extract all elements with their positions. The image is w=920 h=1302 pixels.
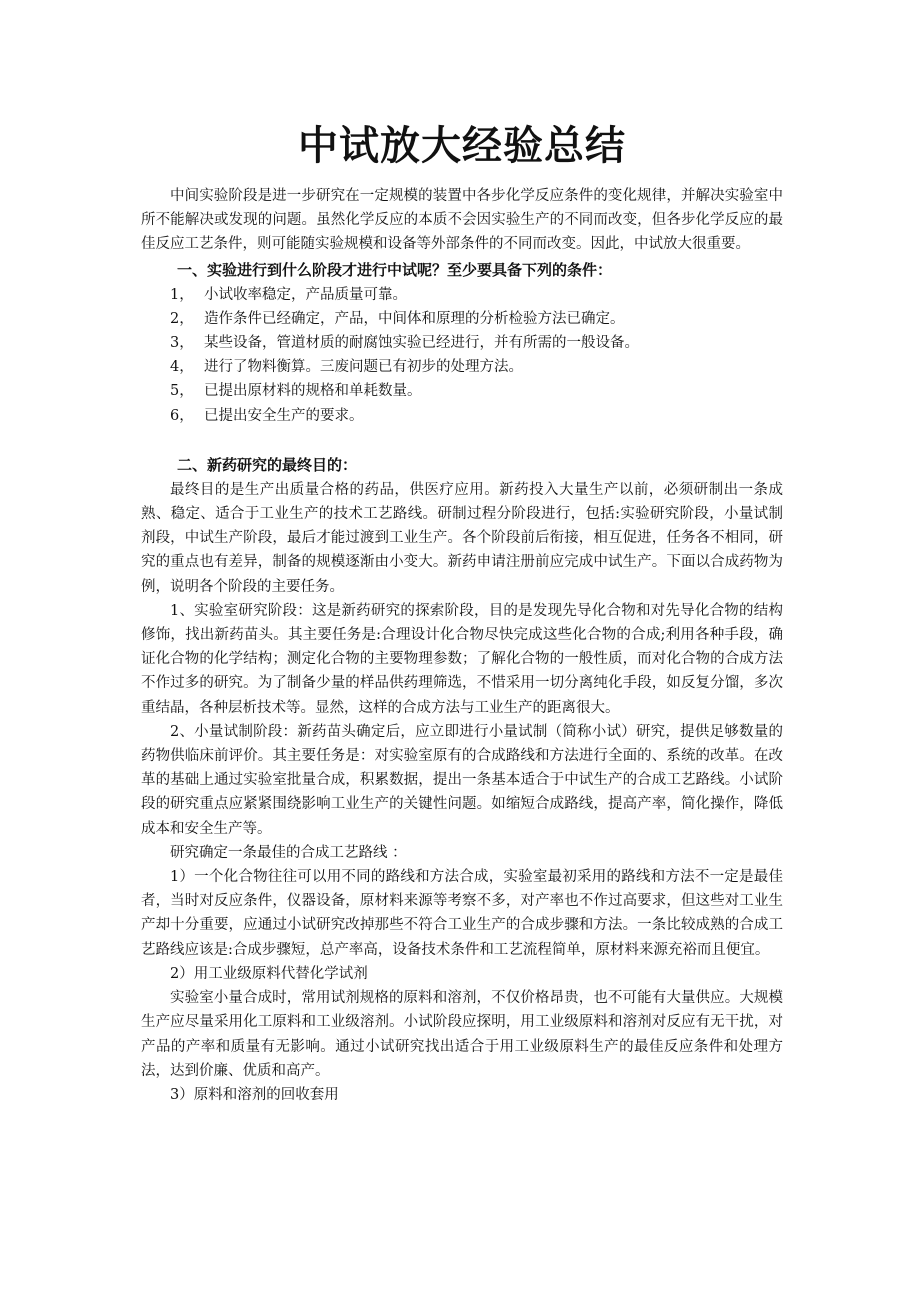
- section-2-paragraph-industrial-grade: 实验室小量合成时，常用试剂规格的原料和溶剂，不仅价格昂贵，也不可能有大量供应。大规模生产应尽量采用化工原料和工业级溶剂。小试阶段应探明，用工业级原料和溶剂对反应有无干扰，对产品的产率和质量有无影响。通过小试研究找出适合于用工业级原料生产的最佳反应条件和处理方法，达到价廉、优质和高产。: [141, 990, 783, 1079]
- list-item-number: 1，: [170, 286, 194, 303]
- section-2-paragraph-small-trial: 2、小量试制阶段：新药苗头确定后，应立即进行小量试制（简称小试）研究，提供足够数量的药物供临床前评价。其主要任务是：对实验室原有的合成路线和方法进行全面的、系统的改革。在改革的基础上通过实验室批量合成，积累数据，提出一条基本适合于中试生产的合成工艺路线。小试阶段的研究重点应紧紧围绕影响工业生产的关键性问题。如缩短合成路线，提高产率，简化操作，降低成本和安全生产等。: [141, 723, 783, 837]
- list-item: [141, 307, 783, 331]
- list-item-text: 造作条件已经确定，产品，中间体和原理的分析检验方法已确定。: [204, 310, 625, 327]
- list-item-number: 6，: [170, 407, 194, 424]
- section-2-paragraph-route-intro: 研究确定一条最佳的合成工艺路线 ：: [170, 844, 407, 861]
- list-item: [141, 331, 783, 355]
- section-1-heading: 一、实验进行到什么阶段才进行中试呢？至少要具备下列的条件：: [177, 260, 613, 279]
- list-item-number: 4，: [170, 359, 194, 376]
- blank-line: [141, 428, 783, 452]
- list-item-text: 某些设备，管道材质的耐腐蚀实验已经进行，并有所需的一般设备。: [204, 335, 639, 352]
- section-2-subheading-2: 2）用工业级原料代替化学试剂: [170, 965, 368, 982]
- list-item-number: 5，: [170, 383, 194, 400]
- document-body: [141, 184, 783, 1107]
- list-item-text: 已提出原材料的规格和单耗数量。: [204, 383, 422, 400]
- list-item-text: 小试收率稳定，产品质量可靠。: [204, 286, 407, 303]
- intro-paragraph: 中间实验阶段是进一步研究在一定规模的装置中各步化学反应条件的变化规律，并解决实验室中所不能解决或发现的问题。虽然化学反应的本质不会因实验生产的不同而改变，但各步化学反应的最佳反应工艺条件，则可能随实验规模和设备等外部条件的不同而改变。因此，中试放大很重要。: [141, 188, 783, 253]
- list-item-number: 2，: [170, 310, 194, 327]
- list-item: [141, 355, 783, 379]
- section-2-paragraph-lab-stage: 1、实验室研究阶段：这是新药研究的探索阶段，目的是发现先导化合物和对先导化合物的结构修饰，找出新药苗头。其主要任务是:合理设计化合物尽快完成这些化合物的合成;利用各种手段，确证化合物的化学结构；测定化合物的主要物理参数；了解化合物的一般性质，而对化合物的合成方法不作过多的研究。为了制备少量的样品供药理筛选，不惜采用一切分离纯化手段，如反复分馏，多次重结晶，各种层析技术等。显然，这样的合成方法与工业生产的距离很大。: [141, 602, 783, 716]
- requirements-list: [141, 283, 783, 428]
- document-page: [141, 0, 783, 1107]
- list-item-text: 已提出安全生产的要求。: [204, 407, 364, 424]
- list-item: [141, 283, 783, 307]
- section-2-heading: 二、新药研究的最终目的：: [177, 455, 358, 474]
- list-item: [141, 379, 783, 403]
- section-2-paragraph-purpose: 最终目的是生产出质量合格的药品，供医疗应用。新药投入大量生产以前，必须研制出一条成熟、稳定、适合于工业生产的技术工艺路线。研制过程分阶段进行，包括:实验研究阶段，小量试制剂段，中试生产阶段，最后才能过渡到工业生产。各个阶段前后衔接，相互促进，任务各不相同，研究的重点也有差异，制备的规模逐渐由小变大。新药申请注册前应完成中试生产。下面以合成药物为例，说明各个阶段的主要任务。: [141, 481, 783, 595]
- list-item-number: 3，: [170, 335, 194, 352]
- page-title: 中试放大经验总结: [298, 123, 626, 169]
- section-2-subheading-3: 3）原料和溶剂的回收套用: [170, 1086, 339, 1103]
- list-item-text: 进行了物料衡算。三废问题已有初步的处理方法。: [204, 359, 523, 376]
- section-2-paragraph-route-1: 1）一个化合物往往可以用不同的路线和方法合成，实验室最初采用的路线和方法不一定是最佳者，当时对反应条件，仪器设备，原材料来源等考察不多，对产率也不作过高要求，但这些对工业生产却十分重要，应通过小试研究改掉那些不符合工业生产的合成步骤和方法。一条比较成熟的合成工艺路线应该是:合成步骤短，总产率高，设备技术条件和工艺流程简单，原材料来源充裕而且便宜。: [141, 869, 783, 958]
- list-item: [141, 404, 783, 428]
